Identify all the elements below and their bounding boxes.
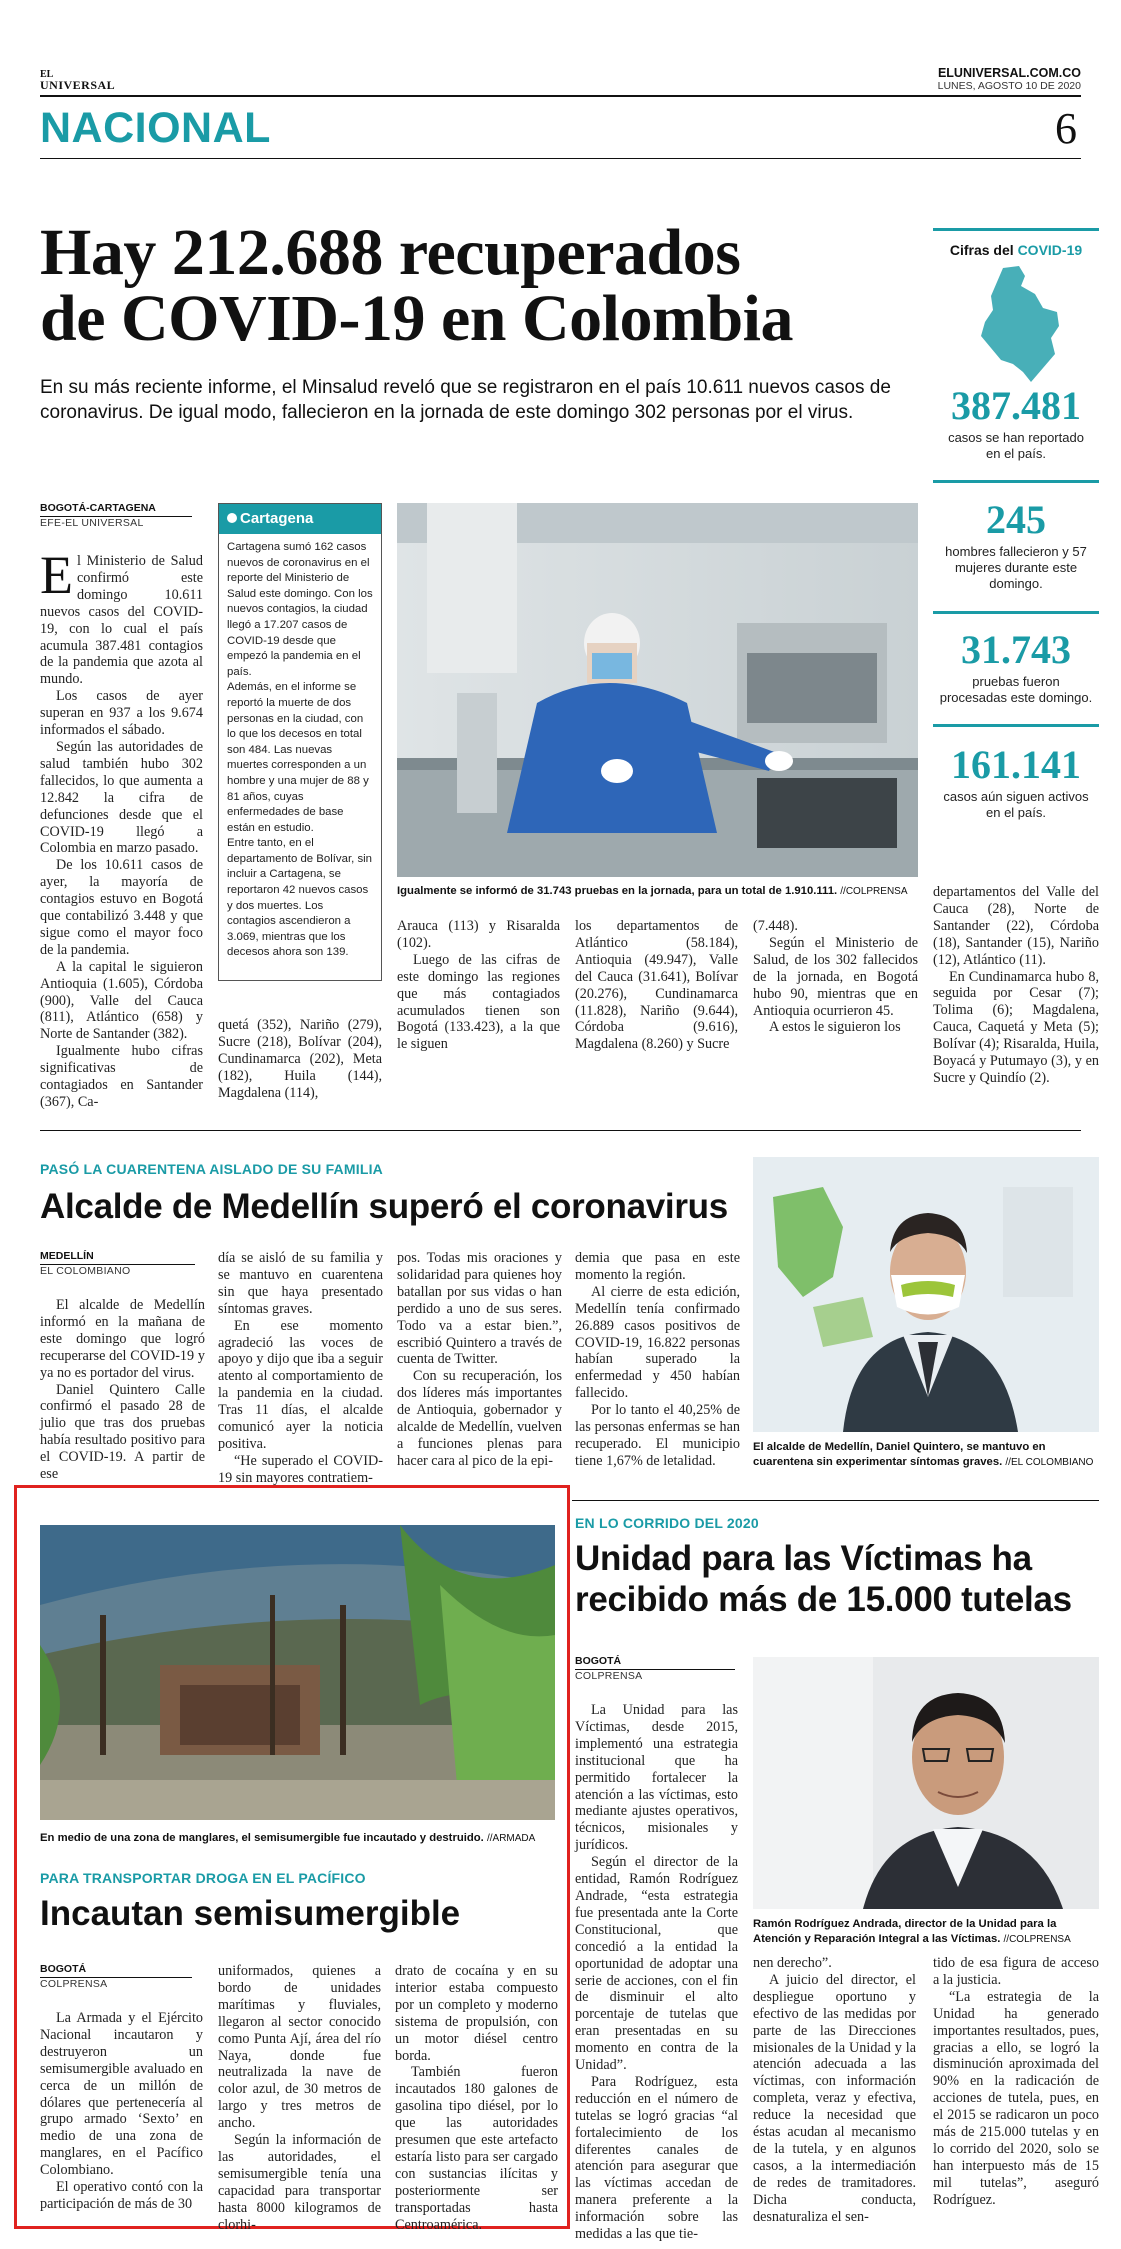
mayor-photo-caption: El alcalde de Medellín, Daniel Quintero, se mantuvo en cuarentena sin experimentar síntomas graves. //EL COLOMBIANO bbox=[753, 1441, 1094, 1468]
stats-title: Cifras del COVID-19 bbox=[949, 242, 1083, 258]
lab-photo-illustration bbox=[397, 503, 918, 877]
semi-column-3: drato de cocaína y en su interior estaba compuesto por un completo y moderno sistema de propulsión, con un motor diésel centro borda. También fueron incautados 180 galones de gasolina tipo diésel, por lo que las autoridades presumen que este artefacto estaría listo para ser cargado con sustancias ilícitas y posteriormente ser transportadas hasta Centroamérica. bbox=[395, 1963, 558, 2233]
director-photo-illustration bbox=[753, 1657, 1099, 1909]
stat-value-3: 31.743 bbox=[961, 627, 1071, 672]
page-number: 6 bbox=[1055, 104, 1077, 153]
director-photo-caption: Ramón Rodríguez Andrada, director de la Unidad para la Atención y Reparación Integral a las Víctimas. //COLPRENSA bbox=[753, 1918, 1071, 1945]
story-divider bbox=[40, 1130, 1081, 1131]
stat-text-4: casos aún siguen activos en el país. bbox=[943, 789, 1089, 820]
lead-dateline: BOGOTÁ-CARTAGENA EFE-EL UNIVERSAL bbox=[40, 502, 192, 530]
lead-column-3: Arauca (113) y Risaralda (102). Luego de las cifras de este domingo las regiones que más contagiados acumulados tienen son Bogotá (133.423), a la que le siguen bbox=[397, 918, 560, 1053]
bullet-icon bbox=[227, 513, 237, 523]
medellin-dateline: MEDELLÍN EL COLOMBIANO bbox=[40, 1250, 195, 1278]
medellin-column-1: El alcalde de Medellín informó en la mañana de este domingo que logró recuperarse del COVID-19 y ya no es portador del virus. Daniel Quintero Calle confirmó el pasado 28 de julio que tras dos pruebas había resultado positivo para el COVID-19. A partir de ese bbox=[40, 1297, 205, 1483]
masthead-rule bbox=[40, 95, 1081, 97]
semi-kicker: PARA TRANSPORTAR DROGA EN EL PACÍFICO bbox=[40, 1870, 366, 1886]
sidebar-header: Cartagena bbox=[219, 504, 381, 534]
medellin-headline: Alcalde de Medellín superó el coronavirus bbox=[40, 1187, 728, 1226]
newspaper-logo: EL UNIVERSAL bbox=[40, 69, 116, 92]
victims-column-2: nen derecho”. A juicio del director, el despliegue oportuno y efectivo de las medidas por parte de las Direcciones misionales de la Unidad y la atención adecuada a las víctimas, con información completa, veraz y efectiva, reduce la necesidad que éstas acudan al mecanismo de la tutela, y en algunos casos, a la intermediación de redes de tramitadores. Dicha conducta, desnaturaliza el sen- bbox=[753, 1955, 916, 2225]
covid-stats-panel bbox=[933, 228, 1099, 858]
medellin-kicker: PASÓ LA CUARENTENA AISLADO DE SU FAMILIA bbox=[40, 1161, 383, 1177]
semi-headline: Incautan semisumergible bbox=[40, 1894, 461, 1933]
stat-text-2: hombres fallecieron y 57 mujeres durante este domingo. bbox=[945, 544, 1087, 591]
story-divider-2 bbox=[572, 1500, 1099, 1501]
section-title: NACIONAL bbox=[40, 104, 271, 152]
stat-value-4: 161.141 bbox=[951, 742, 1081, 787]
medellin-column-3: pos. Todas mis oraciones y solidaridad para quienes hoy batallan por sus vidas o han perdido a uno de sus seres. Todo va a estar bien.”, escribió Quintero a través de cuenta de Twitter. Con su recuperación, los dos líderes más importantes de Antioquia, gobernador y alcalde de Medellín, vuelven a funciones plenas para hacer cara al pico de la epi- bbox=[397, 1250, 562, 1469]
semi-column-1: La Armada y el Ejército Nacional incautaron y destruyeron un semisumergible avaluado en cerca de un millón de dólares que pertenecería al grupo armado ‘Sexto’ en medio de una zona de manglares, en el Pacífico Colombiano. El operativo contó con la participación de más de 30 bbox=[40, 2010, 203, 2212]
stat-text-3: pruebas fueron procesadas este domingo. bbox=[939, 674, 1093, 705]
lead-column-6: departamentos del Valle del Cauca (28), Norte de Santander (22), Córdoba (18), Santander (15), Nariño (12), Atlántico (11). En Cundinamarca hubo 8, seguida por Cesar (7); Tolima (6); Magdalena, Cauca, Caquetá y Meta (5); Bolívar (4); Risaralda, Huila, Boyacá y Putumayo (3), y en Sucre y Quindío (2). bbox=[933, 884, 1099, 1086]
lab-photo bbox=[397, 503, 918, 877]
mayor-photo-illustration bbox=[753, 1157, 1099, 1432]
mangrove-photo bbox=[40, 1525, 555, 1820]
lead-column-1: El Ministerio de Salud confirmó este domingo 10.611 nuevos casos del COVID-19, con lo cual el país acumula 387.481 contagios de la pandemia que azota al mundo. Los casos de ayer superan en 937 a los 9.674 informados el sábado. Según las autoridades de salud también hubo 302 fallecidos, lo que aumenta a 12.842 la cifra de defunciones desde que el COVID-19 llegó a Colombia en marzo pasado. De los 10.611 casos de ayer, la mayoría de contagios estuvo en Bogotá que contabilizó 3.448 y que sigue como el mayor foco de la pandemia. A la capital le siguieron Antioquia (1.605), Córdoba (900), Valle del Cauca (811), Atlántico (658) y Norte de Santander (382). Igualmente hubo cifras significativas de contagiados en Santander (367), Ca- bbox=[40, 545, 203, 1110]
lead-column-2-tail: quetá (352), Nariño (279), Sucre (218), Bolívar (204), Cundinamarca (202), Meta (182), Huila (144), Magdalena (114), bbox=[218, 1017, 382, 1101]
lead-column-5: (7.448). Según el Ministerio de Salud, de los 302 fallecidos de la jornada, en Bogotá hubo 90, mientras que en Antioquia ocurrieron 45. A estos le siguieron los bbox=[753, 918, 918, 1036]
victims-headline: Unidad para las Víctimas ha recibido más de 15.000 tutelas bbox=[575, 1539, 1072, 1619]
mangrove-photo-caption: En medio de una zona de manglares, el semisumergible fue incautado y destruido. //ARMADA bbox=[40, 1832, 536, 1844]
victims-column-3: tido de esa figura de acceso a la justicia. “La estrategia de la Unidad ha generado importantes resultados, pues, gracias a ello, se logró la disminución aproximada del 90% en la radicación de acciones de tutela, pues, en el 2015 se radicaron un poco más de 215.000 tutelas y en lo corrido del 2020, solo se han interpuesto más de 15 mil tutelas”, aseguró Rodríguez. bbox=[933, 1955, 1099, 2208]
stat-value-2: 245 bbox=[986, 497, 1046, 542]
semi-column-2: uniformados, quienes a bordo de unidades marítimas y fluviales, llegaron al sector conocido como Punta Ají, área del río Naya, donde fue neutralizada la nave de color azul, de 30 metros de largo y tres metros de ancho. Según la información de las autoridades, el semisumergible tenía una capacidad para transportar hasta 8000 kilogramos de clorhi- bbox=[218, 1963, 381, 2233]
site-url[interactable]: ELUNIVERSAL.COM.CO bbox=[937, 66, 1081, 80]
section-rule bbox=[40, 158, 1081, 159]
mangrove-photo-illustration bbox=[40, 1525, 555, 1820]
cartagena-sidebar: Cartagena Cartagena sumó 162 casos nuevos de coronavirus en el reporte del Ministerio de Salud este domingo. Con los nuevos contagios, la ciudad llegó a 17.207 casos de COVID-19 desde que empezó la pandemia en el país. Además, en el informe se reportó la muerte de dos personas en la ciudad, con lo que los decesos en total son 484. Las nuevas muertes corresponden a un hombre y una mujer de 88 y 81 años, cuyas enfermedades de base están en estudio. Entre tanto, en el departamento de Bolívar, sin incluir a Cartagena, se reportaron 42 nuevos casos y dos muertes. Los contagios ascendieron a 3.069, mientras que los decesos ahora son 139. bbox=[218, 503, 382, 981]
stat-text-1: casos se han reportado en el país. bbox=[948, 430, 1084, 461]
semi-dateline: BOGOTÁ COLPRENSA bbox=[40, 1963, 192, 1991]
drop-cap: E bbox=[40, 545, 73, 605]
medellin-column-2: día se aisló de su familia y se mantuvo en cuarentena sin que haya presentado síntomas graves. En ese momento agradeció las voces de apoyo y dijo que iba a seguir atento al comportamiento de la pandemia en la ciudad. Tras 11 días, el alcalde comunicó ayer la noticia positiva. “He superado el COVID-19 sin mayores contratiem- bbox=[218, 1250, 383, 1486]
director-photo bbox=[753, 1657, 1099, 1909]
victims-kicker: EN LO CORRIDO DEL 2020 bbox=[575, 1515, 759, 1531]
colombia-map-icon bbox=[973, 264, 1063, 384]
issue-date: LUNES, AGOSTO 10 DE 2020 bbox=[937, 80, 1081, 92]
lead-deck: En su más reciente informe, el Minsalud reveló que se registraron en el país 10.611 nuevos casos de coronavirus. De igual modo, fallecieron en la jornada de este domingo 302 personas por el virus. bbox=[40, 377, 891, 423]
lab-photo-caption: Igualmente se informó de 31.743 pruebas en la jornada, para un total de 1.910.111. //COLPRENSA bbox=[397, 885, 908, 897]
mayor-photo bbox=[753, 1157, 1099, 1432]
lead-headline: Hay 212.688 recuperados de COVID-19 en Colombia bbox=[40, 216, 794, 355]
victims-column-1: La Unidad para las Víctimas, desde 2015, implementó una estrategia institucional que ha permitido fortalecer la atención a las víctimas, esto mediante ajustes operativos, técnicos, misionales y jurídicos. Según el director de la entidad, Ramón Rodríguez Andrade, “esta estrategia fue presentada ante la Corte Constitucional, que concedió a la entidad la oportunidad de adoptar una serie de acciones, con el fin de disminuir el alto porcentaje de tutelas que eran presentadas en su momento en contra de la Unidad”. Para Rodríguez, esta reducción en el número de tutelas se logró gracias “al fortalecimiento de los diferentes canales de atención para asegurar que las víctimas accedan de manera preferente a la información sobre las medidas a las que tie- bbox=[575, 1702, 738, 2243]
victims-dateline: BOGOTÁ COLPRENSA bbox=[575, 1655, 735, 1683]
medellin-column-4: demia que pasa en este momento la región. Al cierre de esta edición, Medellín tenía confirmado 26.889 casos positivos de COVID-19, 16.822 personas habían superado la enfermedad y 450 habían fallecido. Por lo tanto el 40,25% de las personas enfermas se han recuperado. El municipio tiene 1,67% de letalidad. bbox=[575, 1250, 740, 1469]
stat-value-1: 387.481 bbox=[951, 383, 1081, 428]
lead-column-4: los departamentos de Atlántico (58.184), Antioquia (49.947), Valle del Cauca (31.641), Bolívar (20.276), Cundinamarca (11.828), Nariño (9.644), Córdoba (9.616), Magdalena (8.260) y Sucre bbox=[575, 918, 738, 1053]
